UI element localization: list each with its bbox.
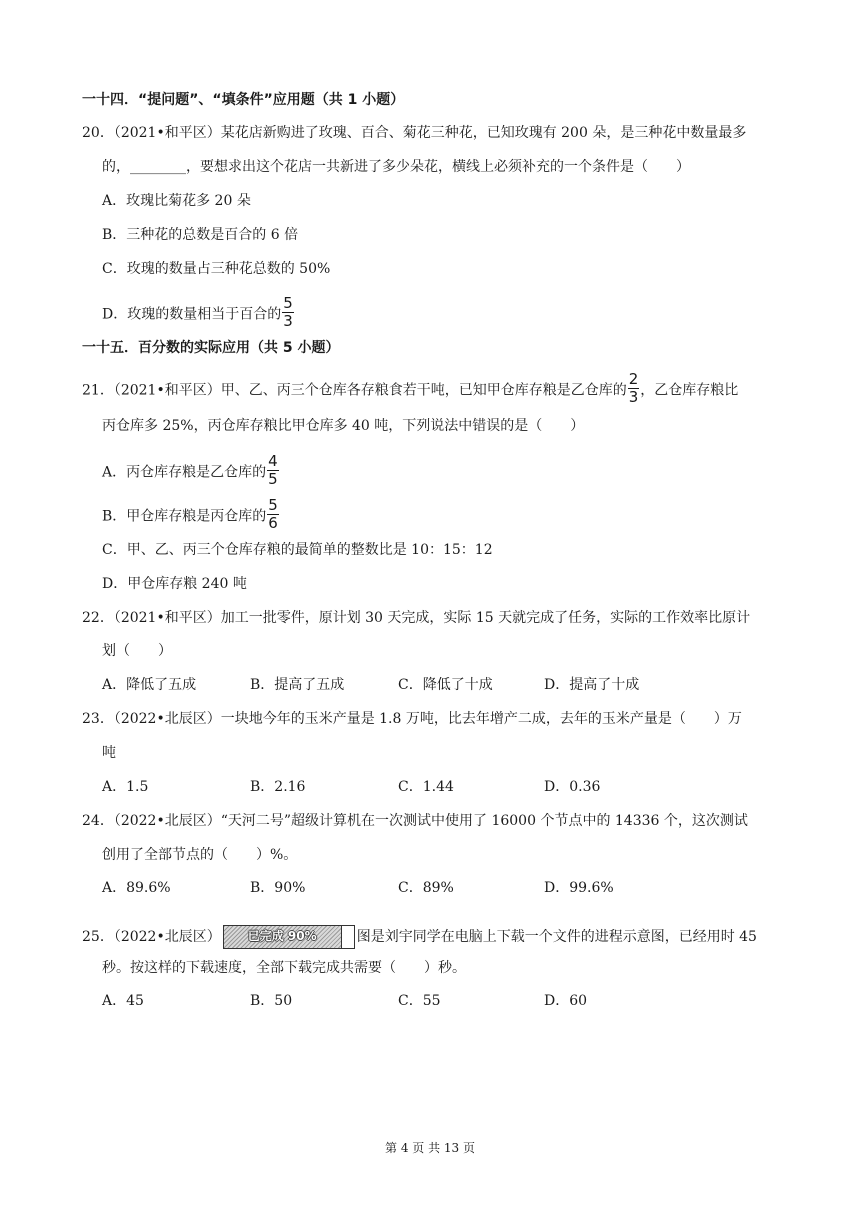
q24-stem-line1: 24．（2022•北辰区）“天河二号”超级计算机在一次测试中使用了 16000 个节点中的 14336 个，这次测试	[82, 813, 748, 829]
progress-label: 已完成 90%	[247, 929, 317, 943]
q25-option-c: C．55	[398, 993, 441, 1009]
q25-stem-line2: 秒。按这样的下载速度，全部下载完成共需要（ ）秒。	[102, 960, 466, 976]
q20-option-b: B．三种花的总数是百合的 6 倍	[102, 227, 299, 243]
fraction-numerator: 2	[628, 370, 639, 388]
q22-stem-line2: 划（ ）	[102, 643, 172, 659]
q22-option-c: C．降低了十成	[398, 677, 493, 693]
q21-option-b	[102, 496, 280, 533]
q22-option-b: B．提高了五成	[250, 677, 345, 693]
q23-stem-line2: 吨	[102, 745, 116, 761]
section-heading-14: 一十四．“提问题”、“填条件”应用题（共 1 小题）	[82, 92, 405, 108]
q20-option-c: C．玫瑰的数量占三种花总数的 50%	[102, 261, 331, 277]
q25-option-d: D．60	[544, 993, 588, 1009]
fraction-denominator: 6	[268, 514, 278, 532]
download-progress-bar	[223, 925, 355, 949]
q22-option-a: A．降低了五成	[102, 677, 197, 693]
q21-option-a	[102, 452, 280, 489]
fraction-denominator: 3	[283, 312, 293, 330]
q20-option-a: A．玫瑰比菊花多 20 朵	[102, 193, 251, 209]
fraction-denominator: 3	[628, 388, 639, 406]
fraction-numerator: 5	[283, 294, 293, 312]
q21-stem-tail: ，乙仓库存粮比	[640, 382, 739, 399]
q22-stem-line1: 22．（2021•和平区）加工一批零件，原计划 30 天完成，实际 15 天就完成了任务，实际的工作效率比原计	[82, 610, 751, 626]
q23-option-b: B．2.16	[250, 779, 306, 795]
q23-option-c: C．1.44	[398, 779, 454, 795]
section-heading-15: 一十五．百分数的实际应用（共 5 小题）	[82, 340, 340, 356]
q21-option-b-fraction	[267, 498, 279, 531]
q21-stem-line2: 丙仓库多 25%，丙仓库存粮比甲仓库多 40 吨，下列说法中错误的是（ ）	[102, 418, 585, 434]
q25-option-b: B．50	[250, 993, 293, 1009]
q24-option-a: A．89.6%	[102, 880, 171, 896]
q21-option-b-text: B．甲仓库存粮是丙仓库的	[102, 508, 267, 525]
q21-stem-line1	[82, 370, 739, 407]
q21-option-c: C．甲、乙、丙三个仓库存粮的最简单的整数比是 10：15：12	[102, 542, 493, 558]
q20-option-d	[102, 294, 295, 331]
q23-stem-line1: 23．（2022•北辰区）一块地今年的玉米产量是 1.8 万吨，比去年增产二成，去年的玉米产量是（ ）万	[82, 711, 742, 727]
q23-option-d: D．0.36	[544, 779, 601, 795]
q21-stem-fraction	[628, 372, 640, 405]
q25-stem-line1	[82, 925, 757, 949]
q24-option-d: D．99.6%	[544, 880, 614, 896]
q22-option-d: D．提高了十成	[544, 677, 640, 693]
q20-stem-line2: 的，________，要想求出这个花店一共新进了多少朵花，横线上必须补充的一个条件是（ ）	[102, 159, 690, 175]
q24-option-c: C．89%	[398, 880, 454, 896]
q20-stem-line1: 20．（2021•和平区）某花店新购进了玫瑰、百合、菊花三种花，已知玫瑰有 200 朵，是三种花中数量最多	[82, 125, 747, 141]
fraction-denominator: 5	[268, 470, 278, 488]
q20-option-d-text: D．玫瑰的数量相当于百合的	[102, 306, 282, 323]
q21-option-a-fraction	[267, 454, 279, 487]
fraction-numerator: 5	[268, 496, 278, 514]
q25-stem-prefix: 25．（2022•北辰区）	[82, 929, 221, 945]
q21-stem-text: 21．（2021•和平区）甲、乙、丙三个仓库各存粮食若干吨，已知甲仓库存粮是乙仓库的	[82, 382, 627, 399]
page-footer: 第 4 页 共 13 页	[385, 1141, 475, 1155]
q21-option-a-text: A．丙仓库存粮是乙仓库的	[102, 464, 267, 481]
q24-stem-line2: 创用了全部节点的（ ）%。	[102, 847, 298, 863]
q21-option-d: D．甲仓库存粮 240 吨	[102, 576, 247, 592]
q23-option-a: A．1.5	[102, 779, 149, 795]
fraction-numerator: 4	[268, 452, 278, 470]
q25-option-a: A．45	[102, 993, 144, 1009]
q20-option-d-fraction	[282, 296, 294, 329]
q25-stem-tail: 图是刘宇同学在电脑上下载一个文件的进程示意图，已经用时 45	[356, 929, 757, 945]
q24-option-b: B．90%	[250, 880, 306, 896]
